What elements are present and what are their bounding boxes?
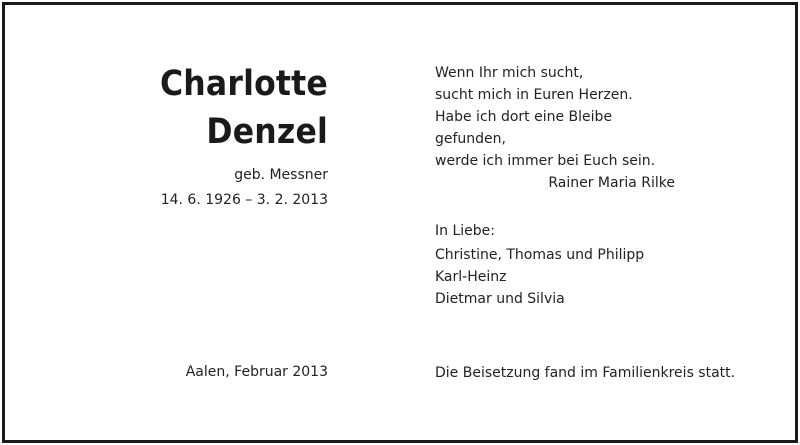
birth-name: geb. Messner xyxy=(234,167,328,183)
place-date: Aalen, Februar 2013 xyxy=(185,364,328,380)
poem-line: Wenn Ihr mich sucht, xyxy=(435,65,584,81)
deceased-first-name: Charlotte xyxy=(160,64,328,104)
poem-author: Rainer Maria Rilke xyxy=(548,175,675,191)
mourners-list xyxy=(435,220,644,310)
mourner-entry: Christine, Thomas und Philipp xyxy=(435,247,645,263)
poem-line: sucht mich in Euren Herzen. xyxy=(435,87,633,103)
mourners-heading: In Liebe: xyxy=(435,223,495,239)
poem xyxy=(435,62,675,194)
deceased-name-block xyxy=(160,60,328,156)
poem-line: werde ich immer bei Euch sein. xyxy=(435,153,656,169)
deceased-last-name: Denzel xyxy=(206,112,328,152)
life-dates: 14. 6. 1926 – 3. 2. 2013 xyxy=(160,192,328,208)
mourner-entry: Dietmar und Silvia xyxy=(435,291,565,307)
funeral-note: Die Beisetzung fand im Familienkreis statt. xyxy=(435,365,736,381)
poem-line: Habe ich dort eine Bleibe gefunden, xyxy=(435,109,613,147)
mourner-entry: Karl-Heinz xyxy=(435,269,507,285)
